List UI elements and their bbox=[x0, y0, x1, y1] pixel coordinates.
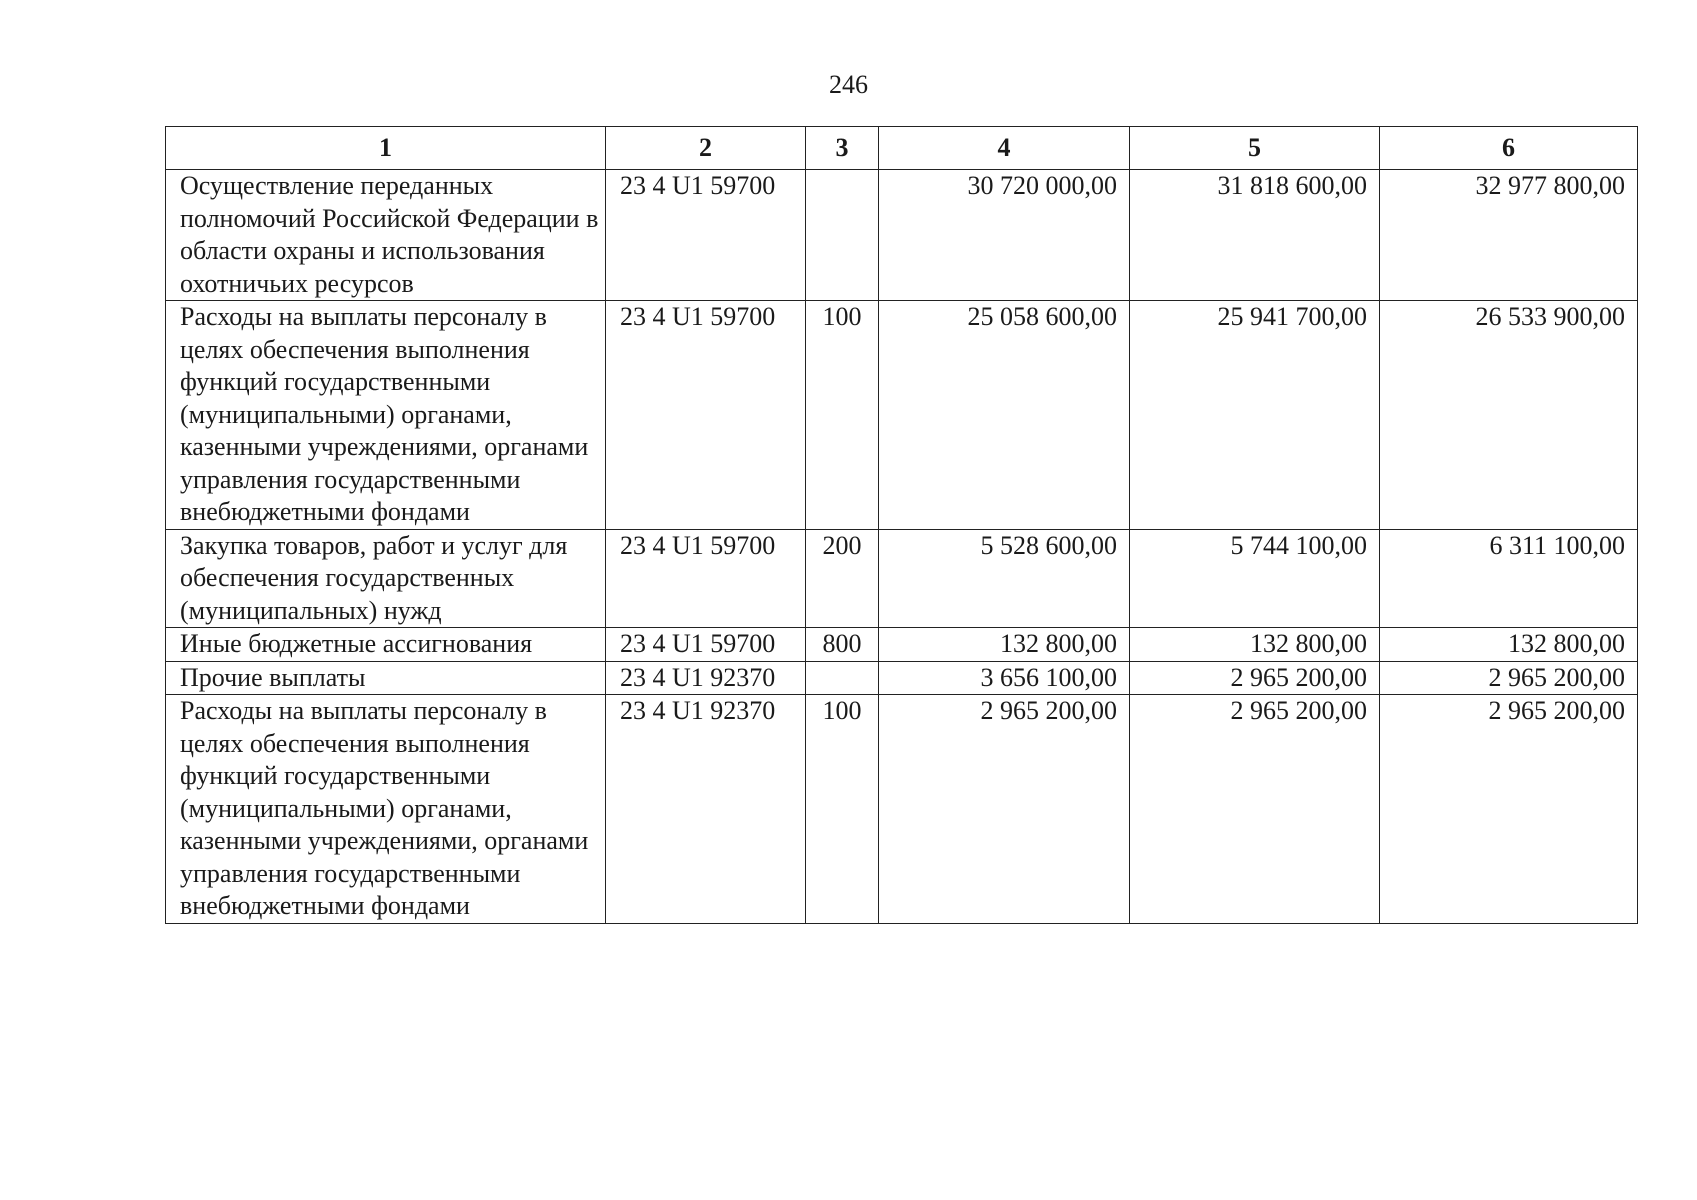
table-row bbox=[166, 661, 1638, 695]
target-code-cell: 23 4 U1 59700 bbox=[606, 628, 806, 662]
table-row bbox=[166, 170, 1638, 301]
amount-cell: 30 720 000,00 bbox=[879, 170, 1130, 301]
expense-type-cell bbox=[806, 661, 879, 695]
amount-cell: 2 965 200,00 bbox=[1130, 661, 1380, 695]
amount-cell: 3 656 100,00 bbox=[879, 661, 1130, 695]
table-row bbox=[166, 301, 1638, 530]
target-code-cell: 23 4 U1 92370 bbox=[606, 695, 806, 924]
amount-cell: 132 800,00 bbox=[1380, 628, 1638, 662]
table-row bbox=[166, 695, 1638, 924]
table-row bbox=[166, 529, 1638, 628]
amount-cell: 2 965 200,00 bbox=[1380, 661, 1638, 695]
amount-cell: 6 311 100,00 bbox=[1380, 529, 1638, 628]
expense-name-cell: Расходы на выплаты персоналу в целях обеспечения выполнения функций государственными (муниципальными) органами, казенными учреждениями, органами управления государственными внебюджетными фондами bbox=[166, 301, 606, 530]
expense-name-cell: Закупка товаров, работ и услуг для обеспечения государственных (муниципальных) нужд bbox=[166, 529, 606, 628]
header-row bbox=[166, 127, 1638, 170]
target-code-cell: 23 4 U1 59700 bbox=[606, 529, 806, 628]
column-header: 5 bbox=[1130, 127, 1380, 170]
amount-cell: 2 965 200,00 bbox=[879, 695, 1130, 924]
expense-type-cell bbox=[806, 170, 879, 301]
column-header: 1 bbox=[166, 127, 606, 170]
amount-cell: 5 744 100,00 bbox=[1130, 529, 1380, 628]
amount-cell: 132 800,00 bbox=[879, 628, 1130, 662]
amount-cell: 2 965 200,00 bbox=[1130, 695, 1380, 924]
column-header: 4 bbox=[879, 127, 1130, 170]
table-row bbox=[166, 628, 1638, 662]
amount-cell: 32 977 800,00 bbox=[1380, 170, 1638, 301]
column-header: 6 bbox=[1380, 127, 1638, 170]
amount-cell: 25 941 700,00 bbox=[1130, 301, 1380, 530]
amount-cell: 25 058 600,00 bbox=[879, 301, 1130, 530]
expense-name-cell: Расходы на выплаты персоналу в целях обеспечения выполнения функций государственными (муниципальными) органами, казенными учреждениями, органами управления государственными внебюджетными фондами bbox=[166, 695, 606, 924]
amount-cell: 2 965 200,00 bbox=[1380, 695, 1638, 924]
page-number: 246 bbox=[829, 70, 868, 99]
amount-cell: 31 818 600,00 bbox=[1130, 170, 1380, 301]
expense-type-cell: 200 bbox=[806, 529, 879, 628]
expense-name-cell: Иные бюджетные ассигнования bbox=[166, 628, 606, 662]
expense-name-cell: Осуществление переданных полномочий Российской Федерации в области охраны и использования охотничьих ресурсов bbox=[166, 170, 606, 301]
target-code-cell: 23 4 U1 92370 bbox=[606, 661, 806, 695]
column-header: 2 bbox=[606, 127, 806, 170]
amount-cell: 132 800,00 bbox=[1130, 628, 1380, 662]
column-header: 3 bbox=[806, 127, 879, 170]
budget-table bbox=[165, 126, 1638, 924]
target-code-cell: 23 4 U1 59700 bbox=[606, 301, 806, 530]
amount-cell: 26 533 900,00 bbox=[1380, 301, 1638, 530]
target-code-cell: 23 4 U1 59700 bbox=[606, 170, 806, 301]
expense-type-cell: 800 bbox=[806, 628, 879, 662]
expense-type-cell: 100 bbox=[806, 695, 879, 924]
expense-type-cell: 100 bbox=[806, 301, 879, 530]
amount-cell: 5 528 600,00 bbox=[879, 529, 1130, 628]
expense-name-cell: Прочие выплаты bbox=[166, 661, 606, 695]
